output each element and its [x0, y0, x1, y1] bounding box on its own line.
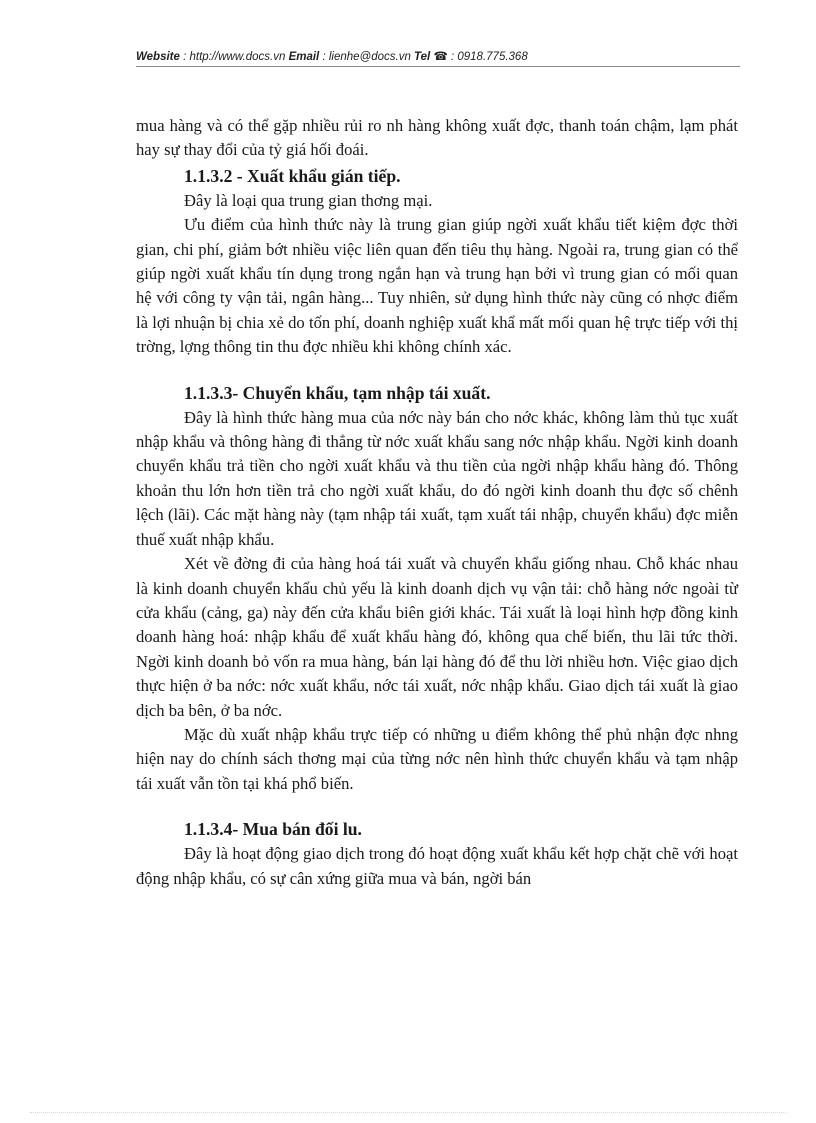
telephone-icon: ☎	[433, 51, 448, 63]
email-separator: :	[319, 51, 329, 63]
tel-value: 0918.775.368	[457, 51, 528, 63]
paragraph-transit-definition: Đây là hình thức hàng mua của nớc này bán cho nớc khác, không làm thủ tục xuất nhập khẩu và thông hàng đi thẳng từ nớc xuất khẩu sang nớc nhập khẩu. Ngời kinh doanh chuyển khẩu trả tiền cho ngời xuất khẩu và thu tiền của ngời nhập khẩu hàng đó. Thông khoản thu lớn hơn tiền trả cho ngời xuất khẩu, do đó ngời kinh doanh thu đợc số chênh lệch (lãi). Các mặt hàng này (tạm nhập tái xuất, tạm xuất tái nhập, chuyển khẩu) đợc miễn thuế xuất nhập khẩu.	[136, 407, 738, 549]
footer-divider	[30, 1112, 786, 1113]
heading-1-1-3-3: 1.1.3.3- Chuyển khẩu, tạm nhập tái xuất.	[184, 382, 491, 403]
email-value[interactable]: lienhe@docs.vn	[328, 51, 411, 63]
heading-1-1-3-4: 1.1.3.4- Mua bán đối lu.	[184, 819, 362, 840]
paragraph-intermediary-definition: Đây là loại qua trung gian thơng mại.	[184, 190, 433, 210]
paragraph-countertrade-definition: Đây là hoạt động giao dịch trong đó hoạt động xuất khẩu kết hợp chặt chẽ với hoạt động nhập khẩu, có sự cân xứng giữa mua và bán, ngời bán	[136, 844, 738, 888]
header-divider	[136, 66, 740, 67]
email-label: Email	[288, 51, 320, 63]
website-url[interactable]: http://www.docs.vn	[189, 51, 286, 63]
section-gap	[136, 360, 738, 380]
paragraph-intermediary-pros-cons: Ưu điểm của hình thức này là trung gian giúp ngời xuất khẩu tiết kiệm đợc thời gian, chi phí, giảm bớt nhiều việc liên quan đến tiêu thụ hàng. Ngoài ra, trung gian có thể giúp ngời xuất khẩu tín dụng trong ngắn hạn và trung hạn bởi vì trung gian có mối quan hệ với công ty vận tải, ngân hàng... Tuy nhiên, sử dụng hình thức này cũng có nhợc điểm là lợi nhuận bị chia xẻ do tốn phí, doanh nghiệp xuất khẩ mất mối quan hệ trực tiếp với thị trờng, lợng thông tin thu đợc nhiều khi không chính xác.	[136, 215, 738, 357]
paragraph-reexport-comparison: Xét về đờng đi của hàng hoá tái xuất và chuyển khẩu giống nhau. Chỗ khác nhau là kinh doanh chuyển khẩu chủ yếu là kinh doanh dịch vụ vận tải: chỗ hàng nớc ngoài từ cửa khẩu (cảng, ga) này đến cửa khẩu biên giới khác. Tái xuất là loại hình hợp đồng kinh doanh hàng hoá: nhập khẩu để xuất khẩu hàng đó, không qua chế biến, thu lãi tức thời. Ngời kinh doanh bỏ vốn ra mua hàng, bán lại hàng đó để thu lời nhiều hơn. Việc giao dịch thực hiện ở ba nớc: nớc xuất khẩu, nớc tái xuất, nớc nhập khẩu. Giao dịch tái xuất là giao dịch ba bên, ở ba nớc.	[136, 554, 738, 720]
document-body	[136, 114, 738, 891]
page-header	[136, 49, 740, 63]
tel-label: Tel	[414, 51, 431, 63]
paragraph-continuation: mua hàng và có thể gặp nhiều rủi ro nh hàng không xuất đợc, thanh toán chậm, lạm phát hay sự thay đổi của tỷ giá hối đoái.	[136, 116, 738, 160]
section-gap	[136, 796, 738, 816]
website-separator: :	[179, 51, 190, 63]
paragraph-reexport-conclusion: Mặc dù xuất nhập khẩu trực tiếp có những u điểm không thể phủ nhận đợc nhng hiện nay do chính sách thơng mại của từng nớc nên hình thức chuyển khẩu và tạm nhập tái xuất vẫn tồn tại khá phổ biến.	[136, 724, 738, 793]
website-label: Website	[136, 51, 180, 63]
heading-1-1-3-2: 1.1.3.2 - Xuất khẩu gián tiếp.	[184, 165, 401, 186]
tel-separator: :	[447, 51, 458, 63]
